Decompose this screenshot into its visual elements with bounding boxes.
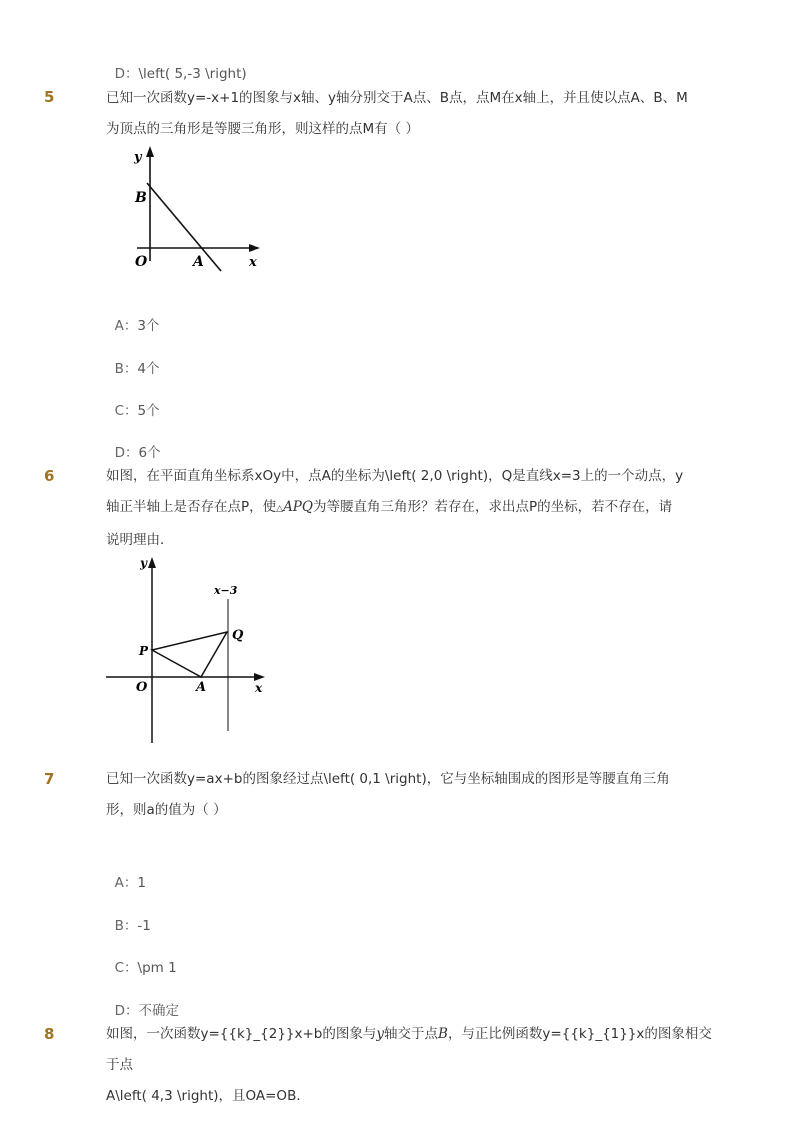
- triangle-symbol: △: [276, 504, 284, 514]
- label-line-x3: x−3: [214, 584, 238, 597]
- question-7-line-1: 已知一次函数y=ax+b的图象经过点\left( 0,1 \right)，它与坐标轴围成的图形是等腰直角三角: [106, 771, 670, 787]
- question-6-line-2-b: 为等腰直角三角形？若存在，求出点P的坐标，若不存在，请: [312, 499, 673, 515]
- question-5-line-2: 为顶点的三角形是等腰三角形，则这样的点M有（ ）: [106, 121, 419, 137]
- label-y: y: [134, 150, 142, 165]
- label-P: P: [139, 644, 149, 658]
- question-number-7: 7: [44, 770, 55, 788]
- question-7-option-a[interactable]: [106, 855, 146, 891]
- question-7-option-c[interactable]: [106, 940, 177, 976]
- option-value: 4个: [137, 361, 160, 377]
- question-7-option-b[interactable]: [106, 898, 151, 934]
- question-5-option-c[interactable]: [106, 383, 160, 419]
- y-axis-arrow: [146, 146, 154, 157]
- option-value: \left( 5,-3 \right): [138, 66, 247, 82]
- option-label: B：: [114, 361, 138, 377]
- option-label: D：: [114, 66, 139, 82]
- label-A: A: [193, 254, 204, 270]
- label-y: y: [140, 556, 147, 570]
- question-7-text: [106, 764, 721, 826]
- option-label: A：: [114, 318, 138, 334]
- question-6-line-3: 说明理由．: [106, 532, 174, 548]
- label-x: x: [249, 255, 257, 270]
- point-B: B: [438, 1026, 448, 1042]
- option-label: A：: [114, 875, 138, 891]
- question-6-figure: [100, 553, 270, 748]
- label-Q: Q: [232, 628, 244, 643]
- question-number-8: 8: [44, 1025, 55, 1043]
- prev-option-d[interactable]: [106, 46, 247, 82]
- option-label: B：: [114, 918, 138, 934]
- option-value: \pm 1: [137, 960, 177, 976]
- question-5-figure: [125, 143, 270, 273]
- option-value: 不确定: [138, 1003, 179, 1019]
- question-7-option-d[interactable]: [106, 983, 179, 1019]
- option-label: D：: [114, 445, 139, 461]
- label-O: O: [136, 680, 148, 695]
- label-x: x: [255, 681, 263, 695]
- var-y: y: [376, 1026, 385, 1042]
- question-8-line-2: A\left( 4,3 \right)，且OA=OB．: [106, 1088, 310, 1104]
- question-8-line-1: [106, 1019, 721, 1081]
- y-axis-arrow: [148, 557, 156, 568]
- option-label: C：: [114, 403, 138, 419]
- question-5-text: [106, 83, 721, 145]
- option-value: 3个: [137, 318, 160, 334]
- triangle-apq: APQ: [283, 499, 313, 515]
- question-8-line-1-c: ，与正比例函数y={{k}_{1}}x的图象相交于点: [106, 1026, 712, 1073]
- question-8-text: [106, 1019, 721, 1112]
- question-5-line-1: 已知一次函数y=-x+1的图象与x轴、y轴分别交于A点、B点，点M在x轴上，并且使以点A、B、M: [106, 90, 688, 106]
- question-5-option-d[interactable]: [106, 425, 161, 461]
- question-7-line-2: 形，则a的值为（ ）: [106, 802, 227, 818]
- label-A: A: [196, 680, 207, 695]
- question-8-line-1-a: 如图，一次函数y={{k}_{2}}x+b的图象与: [106, 1026, 377, 1042]
- question-number-6: 6: [44, 467, 55, 485]
- question-6-line-2: [106, 492, 721, 525]
- triangle-APQ: [152, 632, 227, 677]
- question-5-option-b[interactable]: [106, 341, 159, 377]
- x-axis-arrow: [249, 244, 260, 252]
- question-5-option-a[interactable]: [106, 298, 159, 334]
- option-label: C：: [114, 960, 138, 976]
- option-value: 6个: [138, 445, 161, 461]
- question-6-text: [106, 461, 721, 556]
- option-value: -1: [137, 918, 151, 934]
- x-axis-arrow: [254, 673, 265, 681]
- question-number-5: 5: [44, 88, 55, 106]
- question-6-line-2-a: 轴正半轴上是否存在点P，使: [106, 499, 277, 515]
- function-line: [147, 183, 221, 271]
- label-O: O: [135, 254, 148, 270]
- option-label: D：: [114, 1003, 139, 1019]
- question-6-line-1: 如图，在平面直角坐标系xOy中，点A的坐标为\left( 2,0 \right)，Q是直线x=3上的一个动点，y: [106, 468, 684, 484]
- question-8-line-1-b: 轴交于点: [384, 1026, 439, 1042]
- option-value: 5个: [137, 403, 160, 419]
- label-B: B: [135, 190, 147, 206]
- option-value: 1: [137, 875, 146, 891]
